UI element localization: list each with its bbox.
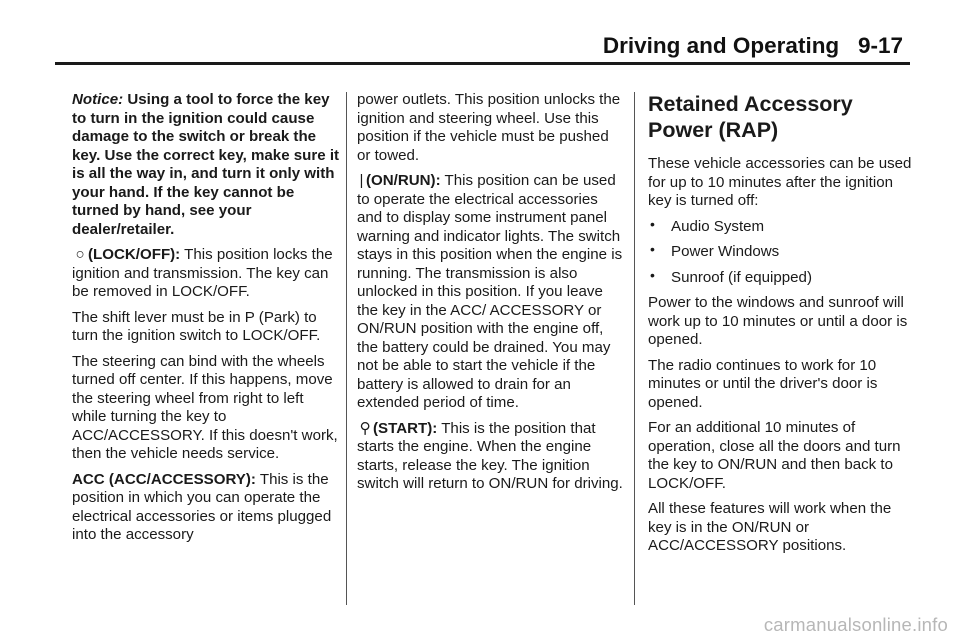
acc-label: ACC (ACC/ACCESSORY): — [72, 470, 256, 488]
page-number: 9-17 — [857, 33, 903, 58]
notice-label: Notice: — [72, 91, 124, 108]
list-item: • Audio System — [650, 215, 765, 235]
right-column — [648, 91, 913, 563]
section-heading — [648, 91, 913, 143]
column-divider-2 — [634, 92, 635, 605]
bullet-icon: • — [650, 266, 655, 283]
radio-paragraph: The radio continues to work for 10 minutes or until the driver's door is opened. — [648, 356, 878, 411]
notice-paragraph — [72, 91, 340, 239]
bullet-icon: • — [650, 215, 655, 232]
lock-off-text: This position locks the ignition and transmission. The key can be removed in LOCK/OFF. — [72, 246, 333, 300]
on-run-position-icon: | — [359, 172, 364, 189]
header-rule — [55, 62, 910, 65]
start-position-icon: ⚲ — [359, 419, 371, 437]
steering-paragraph: The steering can bind with the wheels turned off center. If this happens, move the steering wheel from right to left while turning the key to ACC/ACCESSORY. If this doesn't work, then the vehicle needs service. — [72, 352, 338, 462]
acc-text: This is the position in which you can operate the electrical accessories or items plugged into the accessory — [72, 470, 332, 543]
lock-off-label: (LOCK/OFF): — [88, 246, 181, 263]
heading-line-2: Power (RAP) — [648, 118, 779, 142]
on-run-label: (ON/RUN): — [366, 172, 441, 189]
watermark: carmanualsonline.info — [763, 614, 948, 635]
bullet-icon: • — [650, 241, 655, 257]
heading-line-1: Retained Accessory — [648, 92, 853, 116]
on-run-paragraph — [357, 172, 625, 413]
running-header — [603, 33, 903, 59]
column-divider-1 — [346, 92, 347, 605]
start-text: This is the position that starts the engine. When the engine starts, release the key. The ignition switch will return to ON/RUN for driving. — [357, 419, 623, 492]
start-label: (START): — [373, 419, 438, 437]
shift-lever-paragraph: The shift lever must be in P (Park) to turn the ignition switch to LOCK/OFF. — [72, 308, 321, 344]
list-item: • Sunroof (if equipped) — [650, 266, 812, 286]
acc-paragraph — [72, 471, 340, 545]
lock-off-paragraph — [72, 246, 340, 302]
notice-text: Using a tool to force the key to turn in the ignition could cause damage to the switch or break the key. Use the correct key, make sure it is all the way in, and turn it only with your hand. If the key cannot be turned by hand, see your dealer/retailer. — [72, 91, 340, 238]
intro-paragraph: These vehicle accessories can be used for up to 10 minutes after the ignition key is turned off: — [648, 155, 912, 209]
acc-continued-paragraph: power outlets. This position unlocks the ignition and steering wheel. Use this position if the vehicle must be pushed or towed. — [357, 91, 621, 164]
lock-off-position-icon: ○ — [75, 246, 85, 263]
middle-column — [357, 91, 625, 501]
start-paragraph — [357, 420, 625, 494]
on-run-text: This position can be used to operate the electrical accessories and to display some instrument panel warning and indicator lights. The switch stays in this position when the engine is running. The transmission is also unlocked in this position. If you leave the key in the ACC/ ACCESSORY or ON/RUN position with the engine off, the battery could be drained. You may not be able to start the vehicle if the battery is allowed to drain for an extended period of time. — [357, 172, 623, 411]
additional-time-paragraph: For an additional 10 minutes of operation, close all the doors and turn the key to ON/RUN and then back to LOCK/OFF. — [648, 419, 901, 492]
left-column — [72, 91, 340, 552]
accessory-list — [648, 215, 913, 288]
list-item: • Power Windows — [650, 241, 780, 260]
windows-paragraph: Power to the windows and sunroof will work up to 10 minutes or until a door is opened. — [648, 294, 908, 348]
section-title: Driving and Operating — [602, 33, 840, 58]
features-paragraph: All these features will work when the key is in the ON/RUN or ACC/ACCESSORY positions. — [648, 500, 892, 554]
